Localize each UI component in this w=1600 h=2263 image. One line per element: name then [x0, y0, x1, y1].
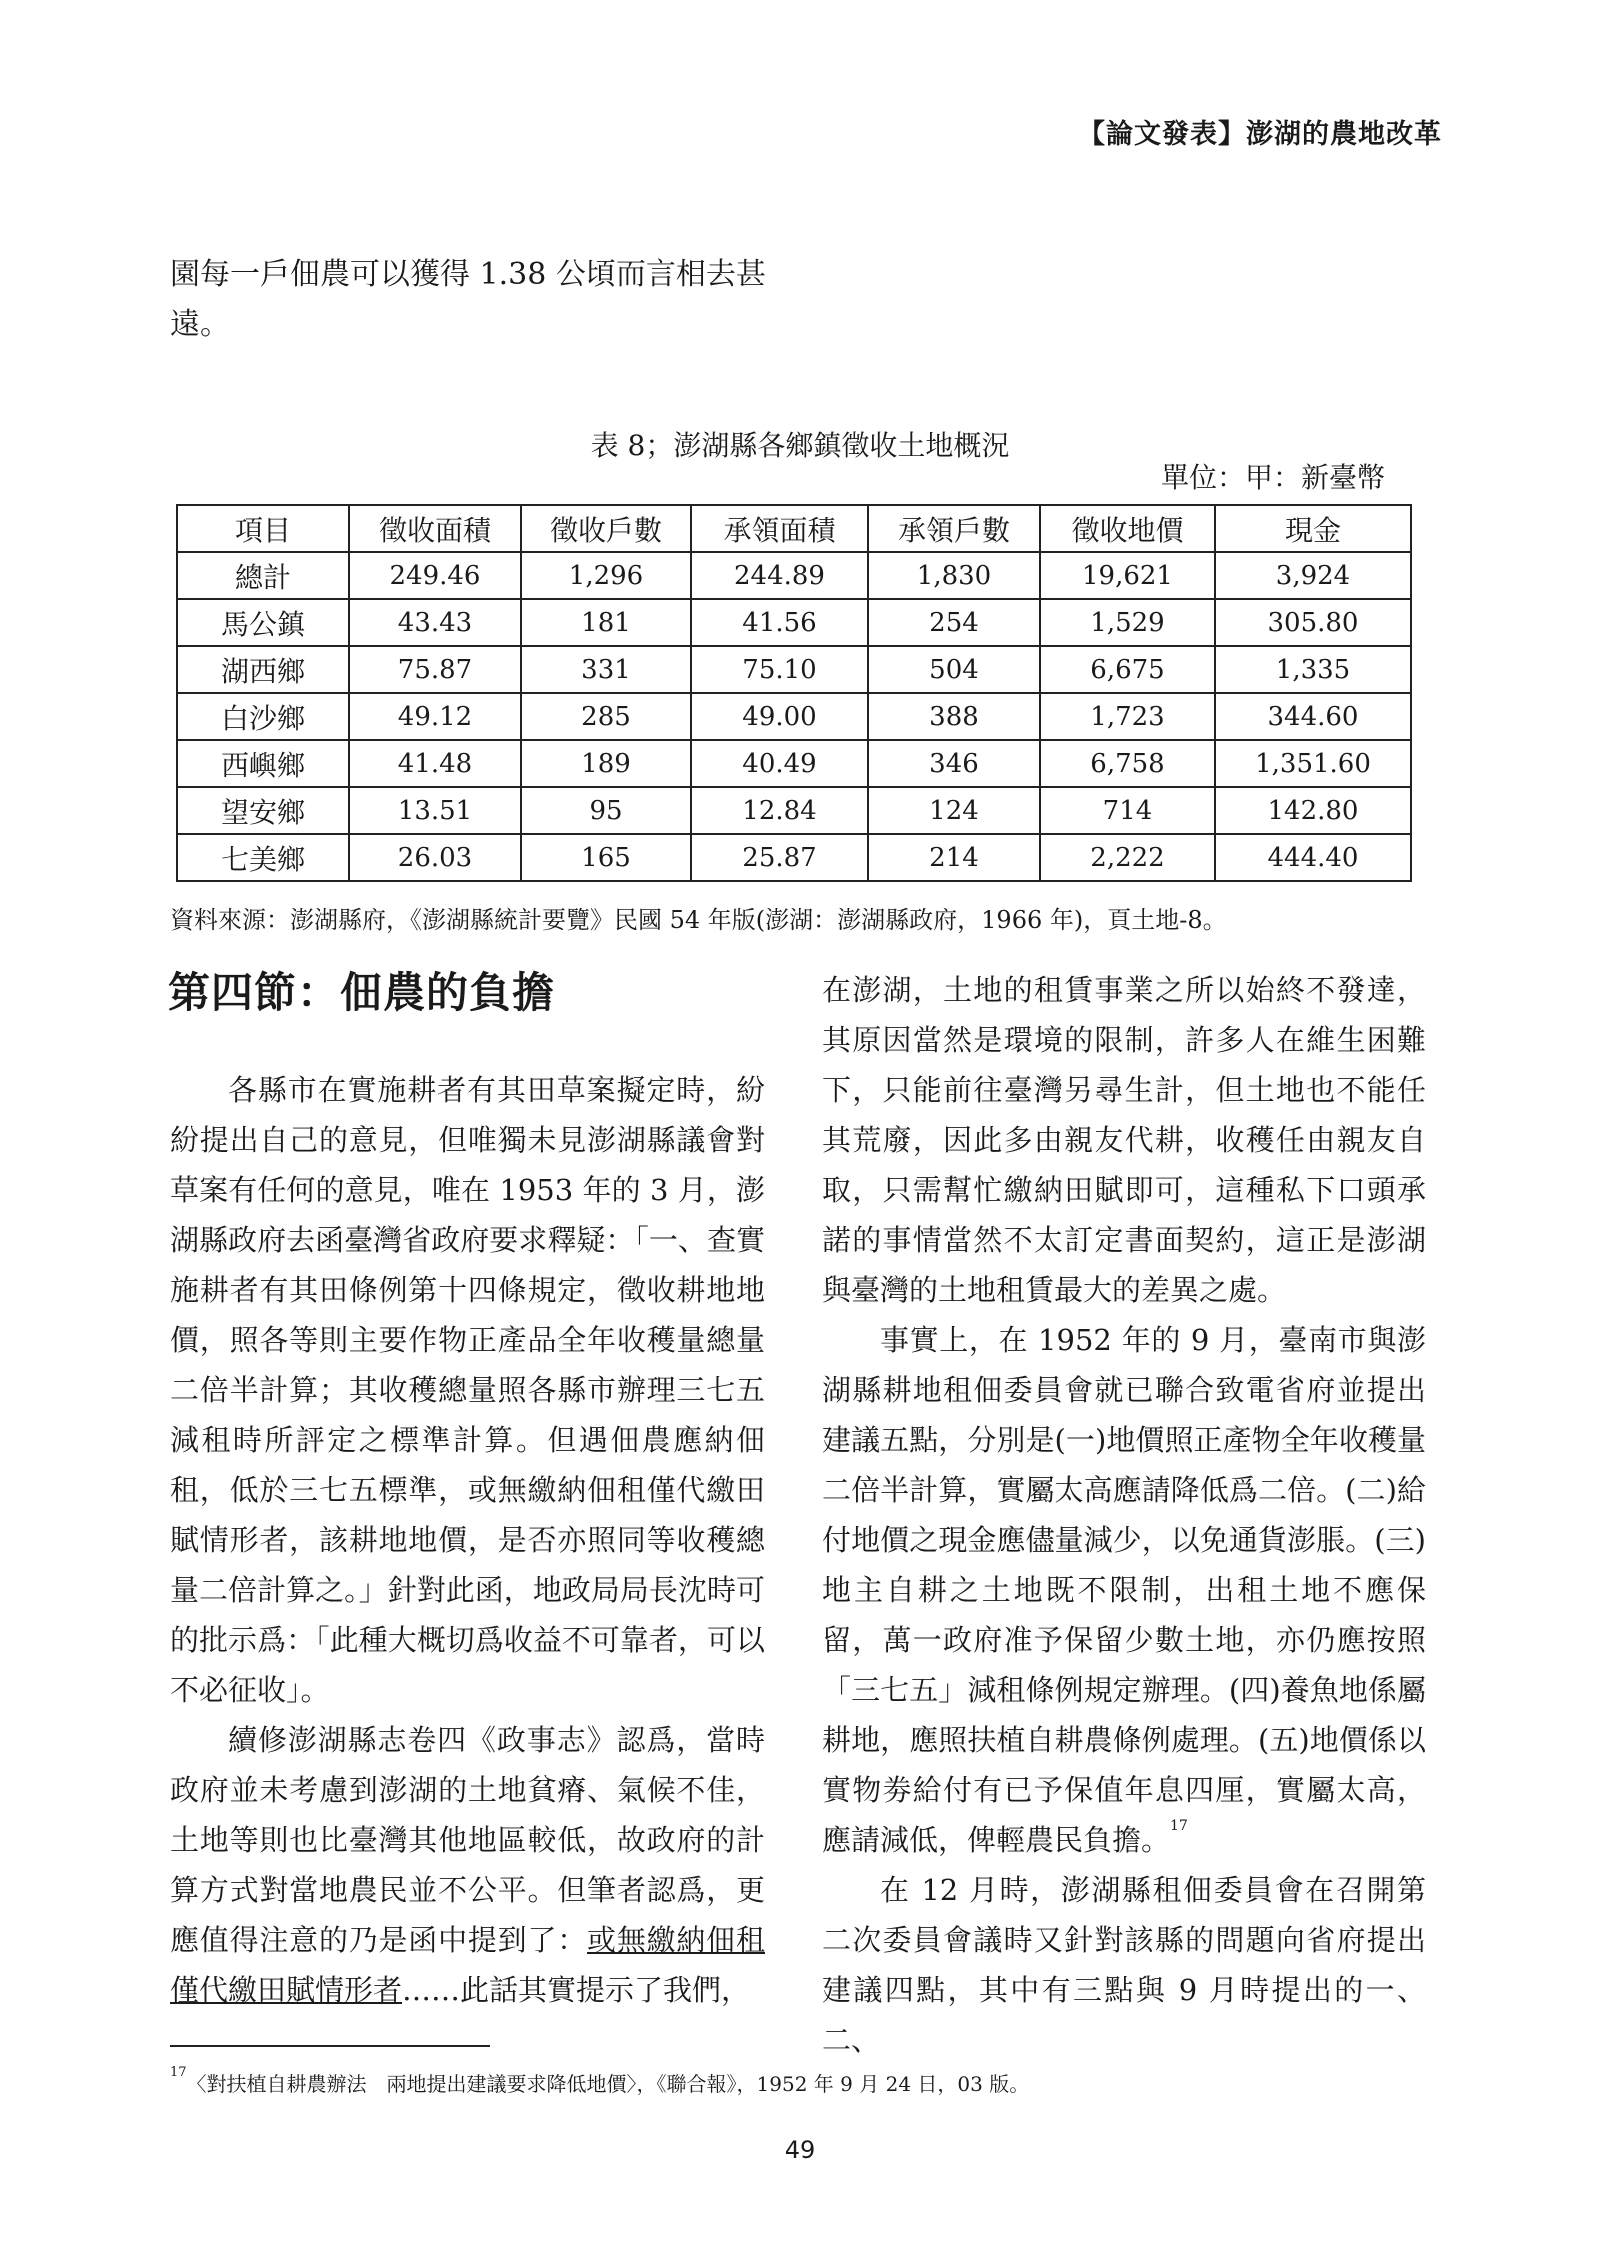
- value-cell: 189: [521, 740, 691, 787]
- value-cell: 12.84: [691, 787, 868, 834]
- township-cell: 七美鄉: [177, 834, 349, 881]
- value-cell: 6,758: [1040, 740, 1215, 787]
- header-cell: 承領面積: [691, 505, 868, 552]
- value-cell: 41.48: [349, 740, 521, 787]
- footnote: [170, 2065, 1030, 2097]
- page-number: 49: [784, 2136, 816, 2164]
- value-cell: 244.89: [691, 552, 868, 599]
- value-cell: 344.60: [1215, 693, 1411, 740]
- township-cell: 西嶼鄉: [177, 740, 349, 787]
- table-row: [177, 599, 1411, 646]
- value-cell: 1,723: [1040, 693, 1215, 740]
- value-cell: 285: [521, 693, 691, 740]
- value-cell: 26.03: [349, 834, 521, 881]
- land-requisition-table: [176, 504, 1412, 882]
- value-cell: 1,296: [521, 552, 691, 599]
- header-cell: 徵收地價: [1040, 505, 1215, 552]
- value-cell: 124: [868, 787, 1040, 834]
- value-cell: 75.10: [691, 646, 868, 693]
- table-unit: 單位：甲：新臺幣: [1160, 461, 1385, 494]
- value-cell: 95: [521, 787, 691, 834]
- value-cell: 305.80: [1215, 599, 1411, 646]
- value-cell: 2,222: [1040, 834, 1215, 881]
- table-row: [177, 693, 1411, 740]
- value-cell: 1,335: [1215, 646, 1411, 693]
- value-cell: 41.56: [691, 599, 868, 646]
- header-cell: 項目: [177, 505, 349, 552]
- footnote-divider: [170, 2045, 490, 2047]
- township-cell: 馬公鎮: [177, 599, 349, 646]
- header-cell: 徵收戶數: [521, 505, 691, 552]
- section-title: 第四節：佃農的負擔: [168, 968, 556, 1017]
- value-cell: 6,675: [1040, 646, 1215, 693]
- value-cell: 165: [521, 834, 691, 881]
- header-cell: 現金: [1215, 505, 1411, 552]
- value-cell: 49.00: [691, 693, 868, 740]
- value-cell: 75.87: [349, 646, 521, 693]
- township-cell: 白沙鄉: [177, 693, 349, 740]
- table-header-row: [177, 505, 1411, 552]
- intro-paragraph: [170, 250, 790, 350]
- value-cell: 388: [868, 693, 1040, 740]
- value-cell: 714: [1040, 787, 1215, 834]
- running-header: 【論文發表】澎湖的農地改革: [1078, 119, 1442, 150]
- township-cell: 湖西鄉: [177, 646, 349, 693]
- paragraph-text: 續修澎湖縣志卷四《政事志》認爲，當時政府並未考慮到澎湖的土地貧瘠、氣候不佳，土地等則也比臺灣其他地區較低，故政府的計算方式對當地農民並不公平。但筆者認爲，更應值得注意的乃是函中提到了：: [170, 1723, 765, 1957]
- value-cell: 331: [521, 646, 691, 693]
- value-cell: 49.12: [349, 693, 521, 740]
- value-cell: 1,351.60: [1215, 740, 1411, 787]
- paragraph: [822, 1315, 1426, 1865]
- footnote-number: 17: [170, 2065, 187, 2080]
- paragraph-text: 事實上，在 1952 年的 9 月，臺南市與澎湖縣耕地租佃委員會就已聯合致電省府並提出建議五點，分別是(一)地價照正產物全年收穫量二倍半計算，實屬太高應請降低爲二倍。(二)給付地價之現金應儘量減少，以免通貨澎脹。(三)地主自耕之土地既不限制，出租土地不應保留，萬一政府准予保留少數土地，亦仍應按照「三七五」減租條例規定辦理。(四)養魚地係屬耕地，應照扶植自耕農條例處理。(五)地價係以實物劵給付有已予保值年息四厘，實屬太高，應請減低，俾輕農民負擔。: [822, 1323, 1426, 1857]
- footnote-ref[interactable]: 17: [1170, 1818, 1188, 1834]
- table-caption: 表 8；澎湖縣各鄉鎮徵收土地概況: [590, 429, 1010, 462]
- value-cell: 214: [868, 834, 1040, 881]
- township-cell: 望安鄉: [177, 787, 349, 834]
- header-cell: 徵收面積: [349, 505, 521, 552]
- footnote-text: 〈對扶植自耕農辦法 兩地提出建議要求降低地價〉，《聯合報》，1952 年 9 月 24 日，03 版。: [186, 2072, 1030, 2096]
- township-cell: 總計: [177, 552, 349, 599]
- value-cell: 346: [868, 740, 1040, 787]
- value-cell: 1,529: [1040, 599, 1215, 646]
- paragraph: 各縣市在實施耕者有其田草案擬定時，紛紛提出自己的意見，但唯獨未見澎湖縣議會對草案有任何的意見，唯在 1953 年的 3 月，澎湖縣政府去函臺灣省政府要求釋疑：「一、查實施耕者有其田條例第十四條規定，徵收耕地地價，照各等則主要作物正產品全年收穫量總量二倍半計算；其收穫總量照各縣市辦理三七五減租時所評定之標準計算。但遇佃農應納佃租，低於三七五標準，或無繳納佃租僅代繳田賦情形者，該耕地地價，是否亦照同等收穫總量二倍計算之。」針對此函，地政局局長沈時可的批示爲：「此種大概切爲收益不可靠者，可以不必征收」。: [170, 1073, 765, 1707]
- value-cell: 254: [868, 599, 1040, 646]
- underlined-quote: 或無繳納佃租僅代繳田賦情形者: [170, 1923, 765, 2007]
- value-cell: 43.43: [349, 599, 521, 646]
- table-row: [177, 552, 1411, 599]
- value-cell: 142.80: [1215, 787, 1411, 834]
- value-cell: 40.49: [691, 740, 868, 787]
- value-cell: 1,830: [868, 552, 1040, 599]
- table-row: [177, 834, 1411, 881]
- left-column: [170, 1065, 765, 2015]
- table-source-note: 資料來源：澎湖縣府，《澎湖縣統計要覽》民國 54 年版(澎湖：澎湖縣政府，1966 年)，頁土地-8。: [170, 906, 1227, 934]
- right-column: [822, 965, 1426, 2065]
- intro-line-2: 遠。: [170, 307, 230, 342]
- paragraph: [170, 1715, 765, 2015]
- value-cell: 249.46: [349, 552, 521, 599]
- intro-line-1: 園每一戶佃農可以獲得 1.38 公頃而言相去甚: [170, 257, 766, 292]
- table-row: [177, 787, 1411, 834]
- table-row: [177, 740, 1411, 787]
- value-cell: 181: [521, 599, 691, 646]
- value-cell: 25.87: [691, 834, 868, 881]
- paragraph: 在 12 月時，澎湖縣租佃委員會在召開第二次委員會議時又針對該縣的問題向省府提出建議四點，其中有三點與 9 月時提出的一、二、: [822, 1873, 1426, 2057]
- value-cell: 13.51: [349, 787, 521, 834]
- value-cell: 504: [868, 646, 1040, 693]
- value-cell: 3,924: [1215, 552, 1411, 599]
- paragraph: 在澎湖，土地的租賃事業之所以始終不發達，其原因當然是環境的限制，許多人在維生困難下，只能前往臺灣另尋生計，但土地也不能任其荒廢，因此多由親友代耕，收穫任由親友自取，只需幫忙繳納田賦即可，這種私下口頭承諾的事情當然不太訂定書面契約，這正是澎湖與臺灣的土地租賃最大的差異之處。: [822, 973, 1426, 1307]
- value-cell: 19,621: [1040, 552, 1215, 599]
- value-cell: 444.40: [1215, 834, 1411, 881]
- table-row: [177, 646, 1411, 693]
- header-cell: 承領戶數: [868, 505, 1040, 552]
- paragraph-text: ……此話其實提示了我們，: [402, 1973, 751, 2007]
